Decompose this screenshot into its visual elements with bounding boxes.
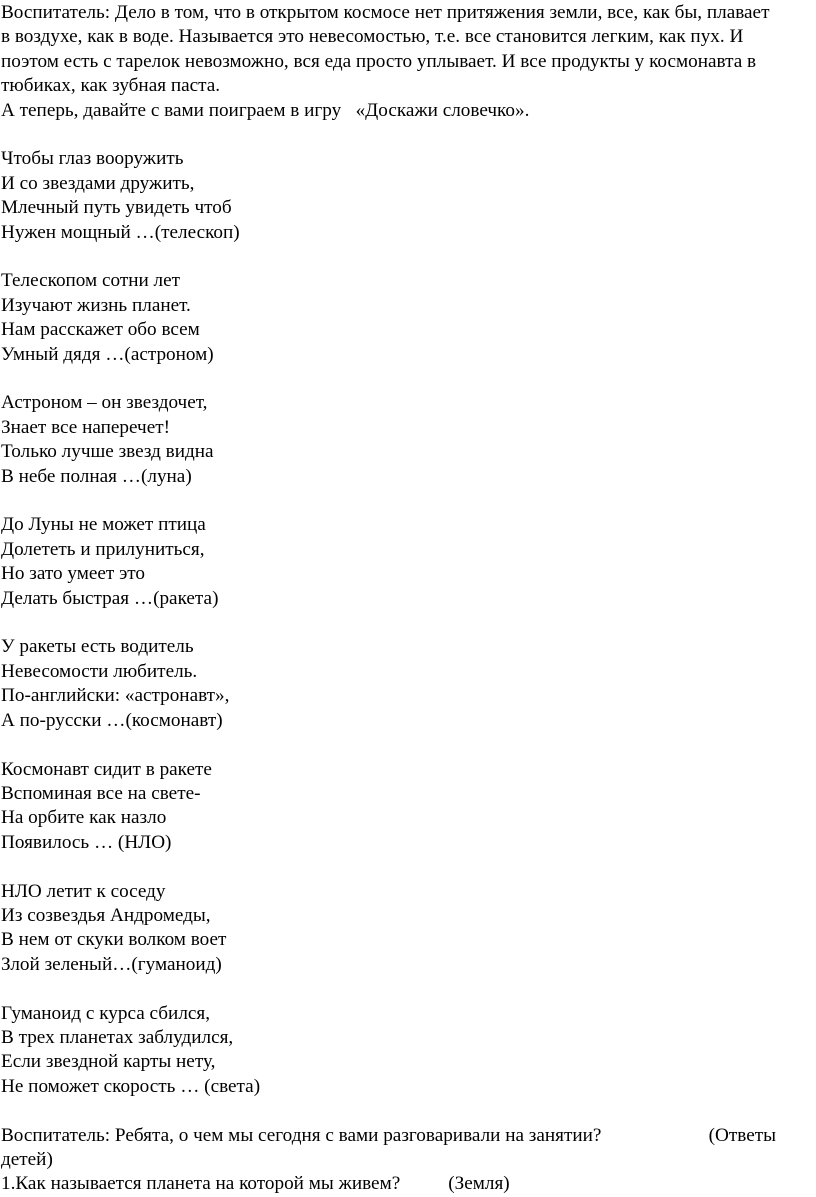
riddle-line: Не поможет скорость … (света) [1, 1075, 261, 1097]
riddle-line: Из созвездья Андромеды, [1, 904, 211, 926]
riddle-line: В трех планетах заблудился, [1, 1026, 234, 1048]
closing-question-row [1, 1124, 776, 1148]
riddle-line: Млечный путь увидеть чтоб [1, 197, 232, 219]
riddle-line: Появилось … (НЛО) [1, 831, 172, 853]
intro-section [1, 1, 776, 123]
riddle-line: А по-русски …(космонавт) [1, 709, 223, 731]
riddle-stanza-telescope [1, 147, 776, 245]
riddle-line: Изучают жизнь планет. [1, 294, 191, 316]
riddle-line: До Луны не может птица [1, 514, 206, 536]
riddle-line: Астроном – он звездочет, [1, 392, 208, 414]
riddle-line: В нем от скуки волком воет [1, 929, 227, 951]
riddle-line: На орбите как назло [1, 807, 167, 829]
riddle-line: По-английски: «астронавт», [1, 685, 230, 707]
riddle-line: Только лучше звезд видна [1, 441, 214, 463]
closing-section [1, 1124, 776, 1197]
riddle-line: В небе полная …(луна) [1, 465, 192, 487]
riddle-line: Знает все наперечет! [1, 416, 170, 438]
riddle-line: Телескопом сотни лет [1, 270, 181, 292]
riddle-stanza-astronomer [1, 269, 776, 367]
question-1-text: 1.Как называется планета на которой мы живем? [1, 1173, 401, 1195]
riddle-stanza-cosmonaut [1, 635, 776, 733]
riddle-line: Умный дядя …(астроном) [1, 343, 214, 365]
intro-paragraph-game: А теперь, давайте с вами поиграем в игру «Доскажи словечко». [1, 99, 530, 121]
riddle-line: Но зато умеет это [1, 563, 146, 585]
riddle-line: НЛО летит к соседу [1, 880, 166, 902]
riddle-line: Долететь и прилуниться, [1, 538, 205, 560]
riddle-line: И со звездами дружить, [1, 172, 195, 194]
closing-question-continuation: детей) [1, 1148, 53, 1170]
riddle-stanza-light [1, 1002, 776, 1100]
riddle-line: Делать быстрая …(ракета) [1, 587, 219, 609]
riddle-line: Гуманоид с курса сбился, [1, 1002, 211, 1024]
closing-question: Воспитатель: Ребята, о чем мы сегодня с вами разговаривали на занятии? [1, 1124, 602, 1146]
intro-paragraph-explanation: Воспитатель: Дело в том, что в открытом космосе нет притяжения земли, все, как бы, плавает в воздухе, как в воде. Называется это невесомостью, т.е. все становится легким, как пух. И поэтом есть с тарелок невозможно, вся еда просто уплывает. И все продукты у космонавта в тюбиках, как зубная паста. [1, 2, 770, 97]
riddle-stanza-moon [1, 391, 776, 489]
riddle-line: Нужен мощный …(телескоп) [1, 221, 240, 243]
question-1-answer: (Земля) [448, 1173, 510, 1195]
riddle-stanza-ufo [1, 758, 776, 856]
riddle-line: Вспоминая все на свете- [1, 782, 201, 804]
riddle-line: Невесомости любитель. [1, 660, 198, 682]
riddle-line: Космонавт сидит в ракете [1, 758, 212, 780]
riddle-stanza-rocket [1, 513, 776, 611]
closing-question-answer: (Ответы [708, 1124, 776, 1146]
riddle-line: У ракеты есть водитель [1, 636, 194, 658]
riddle-line: Злой зеленый…(гуманоид) [1, 953, 222, 975]
riddle-line: Нам расскажет обо всем [1, 319, 200, 341]
riddle-line: Если звездной карты нету, [1, 1051, 216, 1073]
riddle-stanza-humanoid [1, 880, 776, 978]
riddles-section [1, 147, 776, 1099]
riddle-line: Чтобы глаз вооружить [1, 148, 184, 170]
